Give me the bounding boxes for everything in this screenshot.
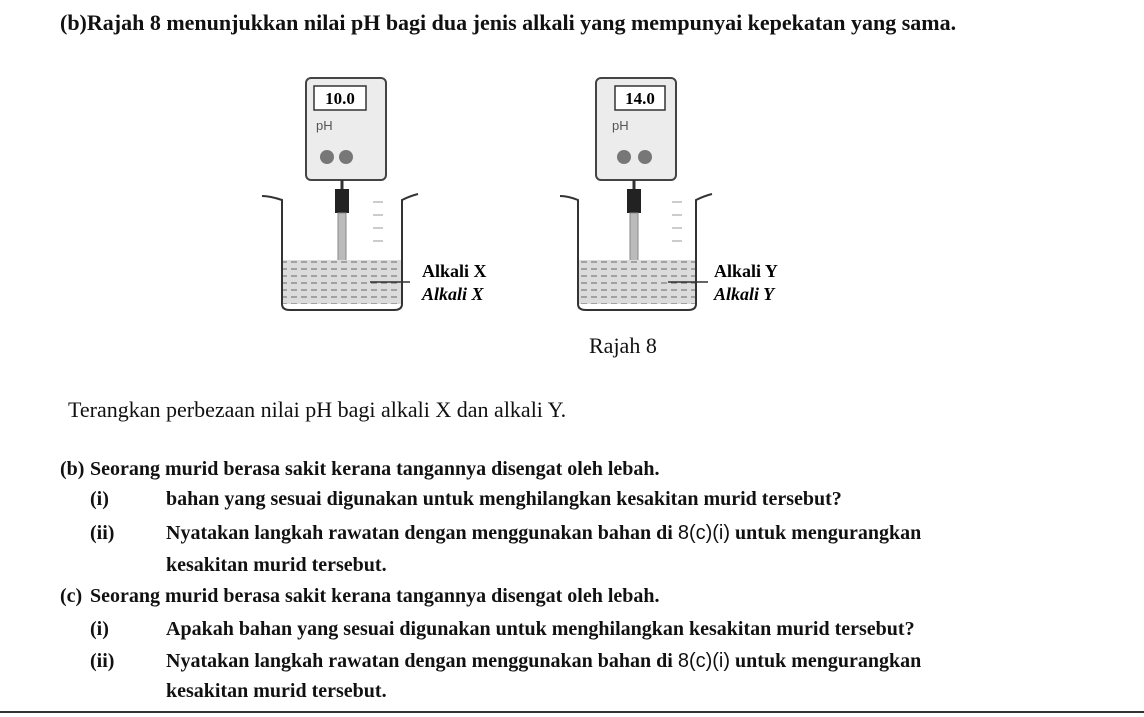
intro-text: (b)Rajah 8 menunjukkan nilai pH bagi dua jenis alkali yang mempunyai kepekatan yang sama. [60,10,957,35]
part-b-ii-text-before: Nyatakan langkah rawatan dengan menggunakan bahan di [166,522,678,544]
part-b-ii-continuation: kesakitan murid tersebut. [166,554,387,576]
ph-unit-y: pH [612,118,629,133]
part-c-i-text: Apakah bahan yang sesuai digunakan untuk menghilangkan kesakitan murid tersebut? [166,618,915,640]
part-c-ii-text-after: untuk mengurangkan [730,650,922,672]
part-b-i-marker: (i) [90,488,109,510]
question-text: Terangkan perbezaan nilai pH bagi alkali X dan alkali Y. [68,397,567,422]
label-alkali-y: Alkali Y [714,261,778,281]
part-c-ii-ref: 8(c)(i) [677,650,731,672]
part-c-ii-line [166,650,921,673]
bottom-divider [0,711,1144,713]
knob-icon [320,150,334,164]
part-b-marker: (b) [60,458,85,480]
part-c-ii-text-before: Nyatakan langkah rawatan dengan menggunakan bahan di [166,650,678,672]
figure-caption: Rajah 8 [589,333,657,358]
label-alkali-x-italic: Alkali X [422,284,484,304]
part-b-i-text: bahan yang sesuai digunakan untuk menghilangkan kesakitan murid tersebut? [166,488,842,510]
part-c-ii-marker: (ii) [90,650,115,672]
part-b-ii-ref: 8(c)(i) [677,522,731,544]
part-c-i-marker: (i) [90,618,109,640]
label-alkali-x: Alkali X [422,261,487,281]
part-c-stem: Seorang murid berasa sakit kerana tangannya disengat oleh lebah. [90,585,660,607]
ph-unit-x: pH [316,118,333,133]
knob-icon [638,150,652,164]
part-b-stem: Seorang murid berasa sakit kerana tangannya disengat oleh lebah. [90,458,660,480]
beaker-y [560,194,778,310]
label-alkali-y-italic: Alkali Y [714,284,775,304]
part-b-ii-text-after: untuk mengurangkan [730,522,922,544]
part-b-ii-marker: (ii) [90,522,115,544]
knob-icon [339,150,353,164]
part-b-ii-line [166,522,921,545]
ph-reading-x: 10.0 [325,89,355,108]
knob-icon [617,150,631,164]
ph-meter-figure [0,0,1144,330]
beaker-x [262,194,487,310]
part-c-marker: (c) [60,585,83,607]
ph-reading-y: 14.0 [625,89,655,108]
part-c-ii-continuation: kesakitan murid tersebut. [166,680,387,702]
